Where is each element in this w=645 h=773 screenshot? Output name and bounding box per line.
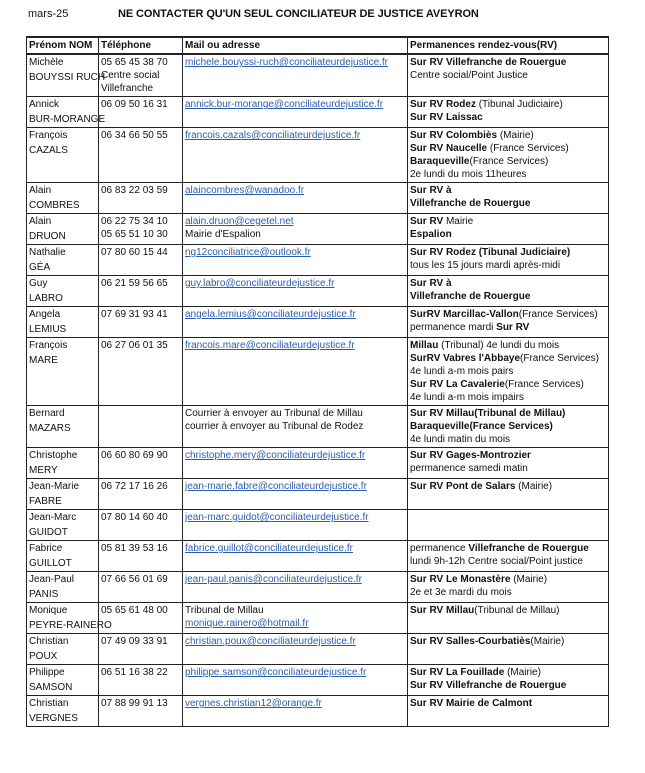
cell-phone xyxy=(99,97,183,128)
cell-name xyxy=(27,603,112,634)
permanence-line xyxy=(410,321,606,334)
table-row xyxy=(27,665,609,696)
first-name: Michèle xyxy=(29,57,64,68)
email-link[interactable]: francois.cazals@conciliateurdejustice.fr xyxy=(185,130,361,141)
permanence-line xyxy=(410,480,606,493)
permanence-line xyxy=(410,635,606,648)
conciliators-table xyxy=(26,36,609,727)
phone-line: 06 27 06 01 35 xyxy=(101,340,168,351)
first-name: Alain xyxy=(29,216,52,227)
email-link[interactable]: jean-paul.panis@conciliateurdejustice.fr xyxy=(185,574,362,585)
cell-name xyxy=(27,97,106,128)
last-name: MAZARS xyxy=(29,423,71,434)
cell-phone xyxy=(99,338,183,406)
permanence-detail: (Mairie) xyxy=(530,636,565,647)
email-link[interactable]: vergnes.christian12@orange.fr xyxy=(185,698,322,709)
table-row xyxy=(27,603,609,634)
permanence-place: Espalion xyxy=(410,229,452,240)
first-name: François xyxy=(29,130,68,141)
column-header-mail: Mail ou adresse xyxy=(183,37,408,54)
permanence-line xyxy=(410,184,606,197)
permanence-detail: (France Services) xyxy=(489,143,569,154)
table-row xyxy=(27,214,609,245)
permanence-detail: lundi 9h-12h Centre social/Point justice xyxy=(410,556,583,567)
last-name: COMBRES xyxy=(29,200,80,211)
cell-phone xyxy=(99,128,183,183)
address-text: Mairie d'Espalion xyxy=(185,229,261,240)
permanence-line xyxy=(410,197,606,210)
permanence-line xyxy=(410,365,606,378)
email-link[interactable]: francois.mare@conciliateurdejustice.fr xyxy=(185,340,355,351)
permanence-detail: 2e et 3e mardi du mois xyxy=(410,587,512,598)
email-link[interactable]: monique.rainero@hotmail.fr xyxy=(185,618,309,629)
first-name: Jean-Marc xyxy=(29,512,77,523)
permanence-place: SurRV Marcillac-Vallon xyxy=(410,309,519,320)
address-text: Tribunal de Millau xyxy=(185,605,264,616)
phone-line: 07 88 99 91 13 xyxy=(101,698,168,709)
cell-mail xyxy=(183,479,408,510)
permanence-line xyxy=(410,542,606,555)
cell-name xyxy=(27,128,99,183)
table-header-row xyxy=(27,37,609,54)
phone-line: 05 65 45 38 70 xyxy=(101,57,168,68)
cell-name xyxy=(27,54,106,97)
last-name: DRUON xyxy=(29,231,66,242)
cell-permanences xyxy=(408,214,609,245)
permanence-line xyxy=(410,56,606,69)
cell-name xyxy=(27,665,99,696)
last-name: POUX xyxy=(29,651,58,662)
permanence-detail: (France Services) xyxy=(520,353,599,364)
first-name: Fabrice xyxy=(29,543,63,554)
permanence-place: Sur RV Gages-Montrozier xyxy=(410,450,531,461)
email-link[interactable]: christian.poux@conciliateurdejustice.fr xyxy=(185,636,356,647)
cell-permanences xyxy=(408,128,609,183)
cell-name xyxy=(27,307,99,338)
permanence-place: Sur RV Laissac xyxy=(410,112,483,123)
permanence-line xyxy=(410,98,606,111)
cell-permanences xyxy=(408,510,609,541)
permanence-place: Baraqueville xyxy=(410,156,470,167)
permanence-place: Sur RV Salles-Courbatiès xyxy=(410,636,531,647)
cell-mail xyxy=(183,183,408,214)
column-header-name: Prénom NOM xyxy=(27,37,99,54)
table-row xyxy=(27,338,609,406)
permanence-line xyxy=(410,111,606,124)
phone-line: 06 72 17 16 26 xyxy=(101,481,168,492)
document-title: NE CONTACTER QU'UN SEUL CONCILIATEUR DE JUSTICE AVEYRON xyxy=(118,8,479,20)
cell-permanences xyxy=(408,307,609,338)
permanence-line xyxy=(410,666,606,679)
cell-phone xyxy=(99,479,183,510)
cell-name xyxy=(27,696,99,727)
permanence-line xyxy=(410,586,606,599)
cell-phone xyxy=(99,183,183,214)
cell-mail xyxy=(183,128,408,183)
permanence-place: Sur RV Le Monastère xyxy=(410,574,514,585)
email-link[interactable]: jean-marc.guidot@conciliateurdejustice.fr xyxy=(185,512,369,523)
permanence-detail: permanence xyxy=(410,543,469,554)
email-link[interactable]: angela.lemius@conciliateurdejustice.fr xyxy=(185,309,356,320)
cell-name xyxy=(27,572,99,603)
permanence-place: Sur RV à xyxy=(410,278,452,289)
permanence-place: Sur RV Rodez (Tibunal Judiciaire) xyxy=(410,247,571,258)
permanence-detail: (France Services) xyxy=(504,379,584,390)
table-row xyxy=(27,541,609,572)
phone-line: 07 66 56 01 69 xyxy=(101,574,168,585)
permanence-line xyxy=(410,352,606,365)
last-name: PEYRE-RAINERO xyxy=(29,620,112,631)
phone-line: 05 65 51 10 30 xyxy=(101,229,168,240)
cell-phone xyxy=(99,634,183,665)
table-row xyxy=(27,634,609,665)
cell-mail xyxy=(183,276,408,307)
table-row xyxy=(27,406,609,448)
permanence-line xyxy=(410,277,606,290)
table-row xyxy=(27,97,609,128)
cell-permanences xyxy=(408,338,609,406)
email-link[interactable]: annick.bur-morange@conciliateurdejustice.fr xyxy=(185,99,384,110)
cell-mail xyxy=(183,696,408,727)
cell-name xyxy=(27,183,99,214)
last-name: LABRO xyxy=(29,293,63,304)
cell-name xyxy=(27,634,99,665)
cell-permanences xyxy=(408,245,609,276)
permanence-detail: (Mairie) xyxy=(507,667,541,678)
phone-line: 06 22 75 34 10 xyxy=(101,216,168,227)
column-header-phone: Téléphone xyxy=(99,37,183,54)
cell-phone xyxy=(99,448,183,479)
first-name: Christian xyxy=(29,636,69,647)
cell-phone xyxy=(99,665,183,696)
permanence-place: Sur RV Villefranche de Rouergue xyxy=(410,57,567,68)
first-name: Philippe xyxy=(29,667,65,678)
cell-permanences xyxy=(408,97,609,128)
page-header xyxy=(14,6,634,22)
permanence-line xyxy=(410,420,606,433)
cell-name xyxy=(27,276,99,307)
permanence-line xyxy=(410,378,606,391)
permanence-line xyxy=(410,462,606,475)
permanence-line xyxy=(410,155,606,168)
table-body xyxy=(27,54,609,727)
table-row xyxy=(27,479,609,510)
email-link[interactable]: fabrice.guillot@conciliateurdejustice.fr xyxy=(185,543,354,554)
cell-phone xyxy=(99,245,183,276)
phone-line: 06 34 66 50 55 xyxy=(101,130,168,141)
permanence-line xyxy=(410,573,606,586)
phone-line: 06 51 16 38 22 xyxy=(101,667,168,678)
permanence-place: Sur RV Colombiès xyxy=(410,130,500,141)
cell-phone xyxy=(99,276,183,307)
permanence-line xyxy=(410,679,606,692)
permanence-detail: 4e lundi matin du mois xyxy=(410,434,511,445)
permanence-line xyxy=(410,228,606,241)
first-name: Monique xyxy=(29,605,68,616)
permanence-place: Sur RV Villefranche de Rouergue xyxy=(410,680,567,691)
first-name: Bernard xyxy=(29,408,65,419)
cell-name xyxy=(27,406,99,448)
cell-mail xyxy=(183,307,408,338)
last-name: GUILLOT xyxy=(29,558,72,569)
first-name: Christian xyxy=(29,698,69,709)
permanence-detail: 4e lundi a-m mois impairs xyxy=(410,392,524,403)
permanence-detail: permanence samedi matin xyxy=(410,463,528,474)
table-row xyxy=(27,510,609,541)
cell-permanences xyxy=(408,54,609,97)
cell-permanences xyxy=(408,276,609,307)
permanence-line xyxy=(410,407,606,420)
cell-permanences xyxy=(408,479,609,510)
permanence-line xyxy=(410,308,606,321)
column-header-permanences: Permanences rendez-vous(RV) xyxy=(408,37,609,54)
cell-name xyxy=(27,541,99,572)
cell-name xyxy=(27,245,99,276)
last-name: FABRE xyxy=(29,496,62,507)
phone-line: 07 80 60 15 44 xyxy=(101,247,168,258)
permanence-place: Baraqueville(France Services) xyxy=(410,421,553,432)
cell-mail xyxy=(183,572,408,603)
permanence-line xyxy=(410,339,606,352)
permanence-line xyxy=(410,290,606,303)
cell-mail xyxy=(183,54,408,97)
permanence-place: Sur RV La Cavalerie xyxy=(410,379,505,390)
permanence-detail: (Tribunal de Millau) xyxy=(474,605,560,616)
permanence-place: Sur RV Pont de Salars xyxy=(410,481,519,492)
phone-line: 06 21 59 56 65 xyxy=(101,278,168,289)
last-name: BUR-MORANGE xyxy=(29,114,106,125)
email-link[interactable]: alaincombres@wanadoo.fr xyxy=(185,185,305,196)
phone-line: Centre social xyxy=(101,70,160,81)
email-link[interactable]: guy.labro@conciliateurdejustice.fr xyxy=(185,278,335,289)
permanence-line xyxy=(410,129,606,142)
permanence-place: Villefranche de Rouergue xyxy=(468,543,589,554)
cell-mail xyxy=(183,214,408,245)
last-name: CAZALS xyxy=(29,145,68,156)
phone-line: 06 60 80 69 90 xyxy=(101,450,168,461)
table-row xyxy=(27,54,609,97)
cell-phone xyxy=(99,214,183,245)
cell-name xyxy=(27,479,99,510)
last-name: MARE xyxy=(29,355,58,366)
cell-phone xyxy=(99,572,183,603)
permanence-line xyxy=(410,449,606,462)
permanence-detail: (Mairie) xyxy=(518,481,553,492)
permanence-line xyxy=(410,215,606,228)
permanence-place: Sur RV Millau xyxy=(410,605,475,616)
email-link[interactable]: jean-marie.fabre@conciliateurdejustice.fr xyxy=(185,481,367,492)
table-row xyxy=(27,128,609,183)
phone-line: 07 49 09 33 91 xyxy=(101,636,168,647)
cell-permanences xyxy=(408,696,609,727)
permanence-place: Sur RV La Fouillade xyxy=(410,667,508,678)
cell-mail xyxy=(183,245,408,276)
permanence-place: Villefranche de Rouergue xyxy=(410,291,531,302)
first-name: Nathalie xyxy=(29,247,66,258)
cell-permanences xyxy=(408,665,609,696)
permanence-detail: (France Services) xyxy=(518,309,598,320)
permanence-line xyxy=(410,259,606,272)
cell-name xyxy=(27,510,99,541)
cell-permanences xyxy=(408,634,609,665)
permanence-detail: 4e lundi a-m mois pairs xyxy=(410,366,514,377)
table-row xyxy=(27,276,609,307)
permanence-place: SurRV Vabres l'Abbaye xyxy=(410,353,521,364)
table-row xyxy=(27,448,609,479)
permanence-line xyxy=(410,604,606,617)
last-name: GÉA xyxy=(29,262,51,273)
cell-permanences xyxy=(408,572,609,603)
first-name: Annick xyxy=(29,99,60,110)
address-text: Courrier à envoyer au Tribunal de Millau xyxy=(185,408,363,419)
phone-line: 06 09 50 16 31 xyxy=(101,99,168,110)
permanence-line xyxy=(410,142,606,155)
address-text: courrier à envoyer au Tribunal de Rodez xyxy=(185,421,364,432)
cell-mail xyxy=(183,665,408,696)
cell-name xyxy=(27,214,99,245)
permanence-detail: (France Services) xyxy=(469,156,549,167)
first-name: Jean-Paul xyxy=(29,574,75,585)
last-name: BOUYSSI RUCH xyxy=(29,72,106,83)
last-name: GUIDOT xyxy=(29,527,68,538)
permanence-detail: 2e lundi du mois 11heures xyxy=(410,169,527,180)
cell-mail xyxy=(183,634,408,665)
cell-phone xyxy=(99,541,183,572)
cell-mail xyxy=(183,406,408,448)
permanence-place: Sur RV à xyxy=(410,185,452,196)
cell-phone xyxy=(99,307,183,338)
first-name: Guy xyxy=(29,278,48,289)
cell-mail xyxy=(183,541,408,572)
email-link[interactable]: michele.bouyssi-ruch@conciliateurdejustice.fr xyxy=(185,57,389,68)
cell-mail xyxy=(183,603,408,634)
last-name: LEMIUS xyxy=(29,324,67,335)
last-name: VERGNES xyxy=(29,713,78,724)
permanence-place: Millau xyxy=(410,340,442,351)
phone-line: 07 69 31 93 41 xyxy=(101,309,168,320)
permanence-line xyxy=(410,697,606,710)
email-link[interactable]: christophe.mery@conciliateurdejustice.fr xyxy=(185,450,366,461)
table-row xyxy=(27,307,609,338)
cell-phone xyxy=(99,406,183,448)
permanence-line xyxy=(410,391,606,404)
first-name: Angela xyxy=(29,309,61,320)
permanence-detail: (Mairie) xyxy=(499,130,534,141)
permanence-detail: Mairie xyxy=(445,216,474,227)
first-name: Alain xyxy=(29,185,52,196)
permanence-place: Villefranche de Rouergue xyxy=(410,198,531,209)
cell-phone xyxy=(99,696,183,727)
last-name: PANIS xyxy=(29,589,59,600)
table-row xyxy=(27,245,609,276)
permanence-detail: tous les 15 jours mardi après-midi xyxy=(410,260,561,271)
table-row xyxy=(27,183,609,214)
cell-phone xyxy=(99,54,183,97)
first-name: Jean-Marie xyxy=(29,481,80,492)
cell-phone xyxy=(99,510,183,541)
email-link[interactable]: alain.druon@cegetel.net xyxy=(185,216,294,227)
permanence-place: Sur RV Millau(Tribunal de Millau) xyxy=(410,408,566,419)
permanence-place: Sur RV Mairie de Calmont xyxy=(410,698,533,709)
phone-line: 07 80 14 60 40 xyxy=(101,512,168,523)
cell-permanences xyxy=(408,603,609,634)
phone-line: 05 81 39 53 16 xyxy=(101,543,168,554)
permanence-detail: permanence mardi xyxy=(410,322,497,333)
cell-mail xyxy=(183,510,408,541)
permanence-place: Sur RV xyxy=(410,216,446,227)
cell-permanences xyxy=(408,406,609,448)
permanence-detail: Centre social/Point Justice xyxy=(410,70,528,81)
cell-permanences xyxy=(408,448,609,479)
cell-name xyxy=(27,448,99,479)
permanence-line xyxy=(410,246,606,259)
permanence-place: Sur RV Naucelle xyxy=(410,143,490,154)
email-link[interactable]: ng12conciliatrice@outlook.fr xyxy=(185,247,311,258)
phone-line: 06 83 22 03 59 xyxy=(101,185,168,196)
last-name: MERY xyxy=(29,465,58,476)
permanence-detail: (Mairie) xyxy=(513,574,548,585)
cell-permanences xyxy=(408,183,609,214)
last-name: SAMSON xyxy=(29,682,73,693)
permanence-place: Sur RV Rodez xyxy=(410,99,479,110)
permanence-line xyxy=(410,168,606,181)
table-row xyxy=(27,572,609,603)
cell-name xyxy=(27,338,99,406)
table-row xyxy=(27,696,609,727)
cell-mail xyxy=(183,448,408,479)
phone-line: 05 65 61 48 00 xyxy=(101,605,168,616)
cell-permanences xyxy=(408,541,609,572)
permanence-line xyxy=(410,69,606,82)
first-name: Christophe xyxy=(29,450,78,461)
permanence-line xyxy=(410,555,606,568)
email-link[interactable]: philippe.samson@conciliateurdejustice.fr xyxy=(185,667,367,678)
cell-mail xyxy=(183,97,408,128)
document-date: mars-25 xyxy=(28,8,69,20)
first-name: François xyxy=(29,340,68,351)
permanence-detail: (Tibunal Judiciaire) xyxy=(478,99,563,110)
permanence-detail: (Tribunal) 4e lundi du mois xyxy=(441,340,560,351)
phone-line: Villefranche xyxy=(101,83,154,94)
cell-mail xyxy=(183,338,408,406)
permanence-place: Sur RV xyxy=(496,322,530,333)
permanence-line xyxy=(410,433,606,446)
